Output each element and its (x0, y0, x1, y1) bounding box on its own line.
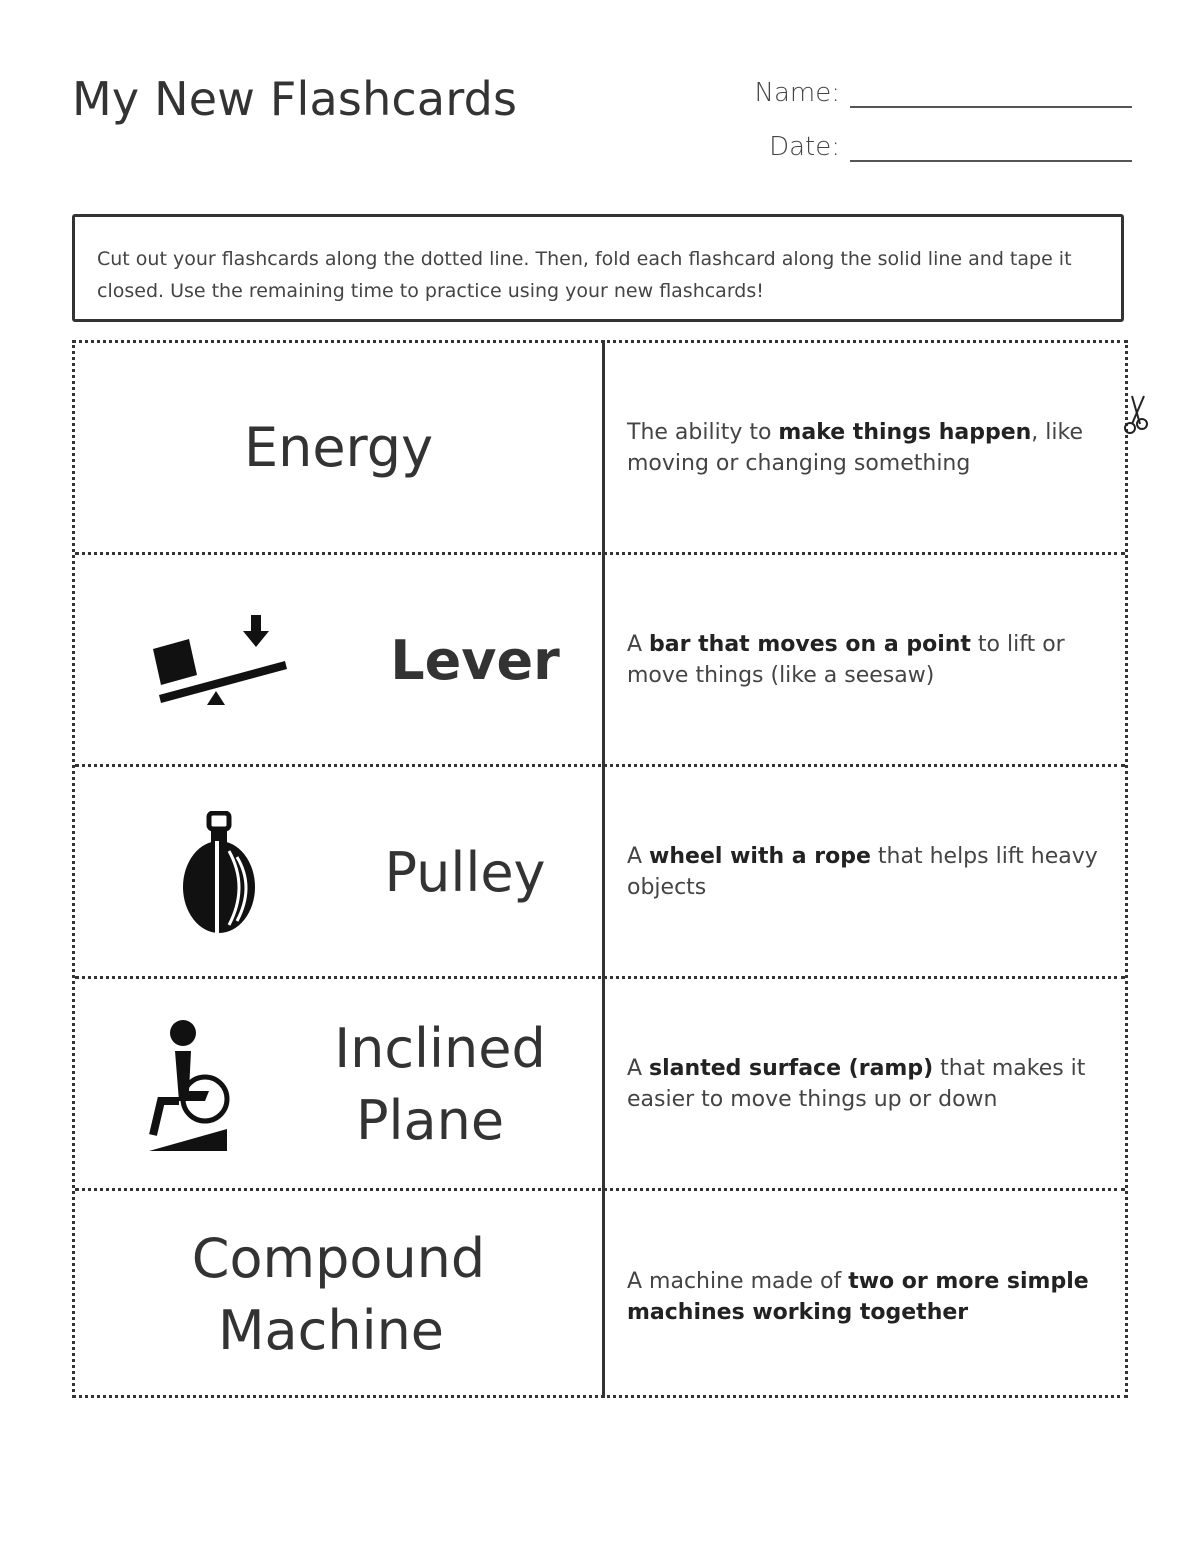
term-label: Compound (191, 1227, 486, 1290)
card-front (75, 555, 602, 764)
flashcard-lever (75, 555, 1125, 767)
card-back (627, 767, 1107, 976)
date-field (720, 132, 1132, 162)
card-back (627, 343, 1107, 552)
scissors-icon (1122, 394, 1154, 438)
lever-icon (149, 611, 289, 707)
name-field (720, 78, 1132, 108)
flashcard-sheet (72, 340, 1128, 1398)
flashcard-compound-machine (75, 1191, 1125, 1403)
card-back (627, 1191, 1107, 1403)
card-back (627, 555, 1107, 764)
card-front (75, 767, 602, 976)
instructions-text: Cut out your flashcards along the dotted line. Then, fold each flashcard along the solid line and tape it closed. Use the remaining time to practice using your new flashcards! (97, 248, 1072, 302)
definition-text: A slanted surface (ramp) that makes it easier to move things up or down (627, 1055, 1086, 1112)
card-front (75, 979, 602, 1188)
date-label: Date: (769, 132, 840, 162)
definition-text: A machine made of two or more simple machines working together (627, 1269, 1089, 1325)
name-input-line[interactable] (850, 80, 1132, 108)
definition-text: The ability to make things happen, like moving or changing something (627, 419, 1083, 476)
term-label: Plane (355, 1089, 505, 1152)
flashcard-inclined-plane (75, 979, 1125, 1191)
term-label: Energy (243, 415, 434, 479)
definition-text: A wheel with a rope that helps lift heavy objects (627, 843, 1098, 900)
card-back (627, 979, 1107, 1188)
term-label: Inclined (334, 1017, 546, 1080)
page-title: My New Flashcards (72, 72, 518, 126)
date-input-line[interactable] (850, 134, 1132, 162)
flashcard-pulley (75, 767, 1125, 979)
term-label: Pulley (384, 841, 546, 904)
card-front (75, 1191, 602, 1403)
pulley-icon (179, 811, 259, 935)
wheelchair-ramp-icon (143, 1017, 233, 1151)
flashcard-energy (75, 343, 1125, 555)
name-label: Name: (754, 78, 840, 108)
term-label: Lever (390, 629, 560, 692)
term-label: Machine (217, 1299, 445, 1362)
definition-text: A bar that moves on a point to lift or move things (like a seesaw) (627, 631, 1065, 688)
card-front (75, 343, 602, 552)
instructions-box (72, 214, 1124, 322)
